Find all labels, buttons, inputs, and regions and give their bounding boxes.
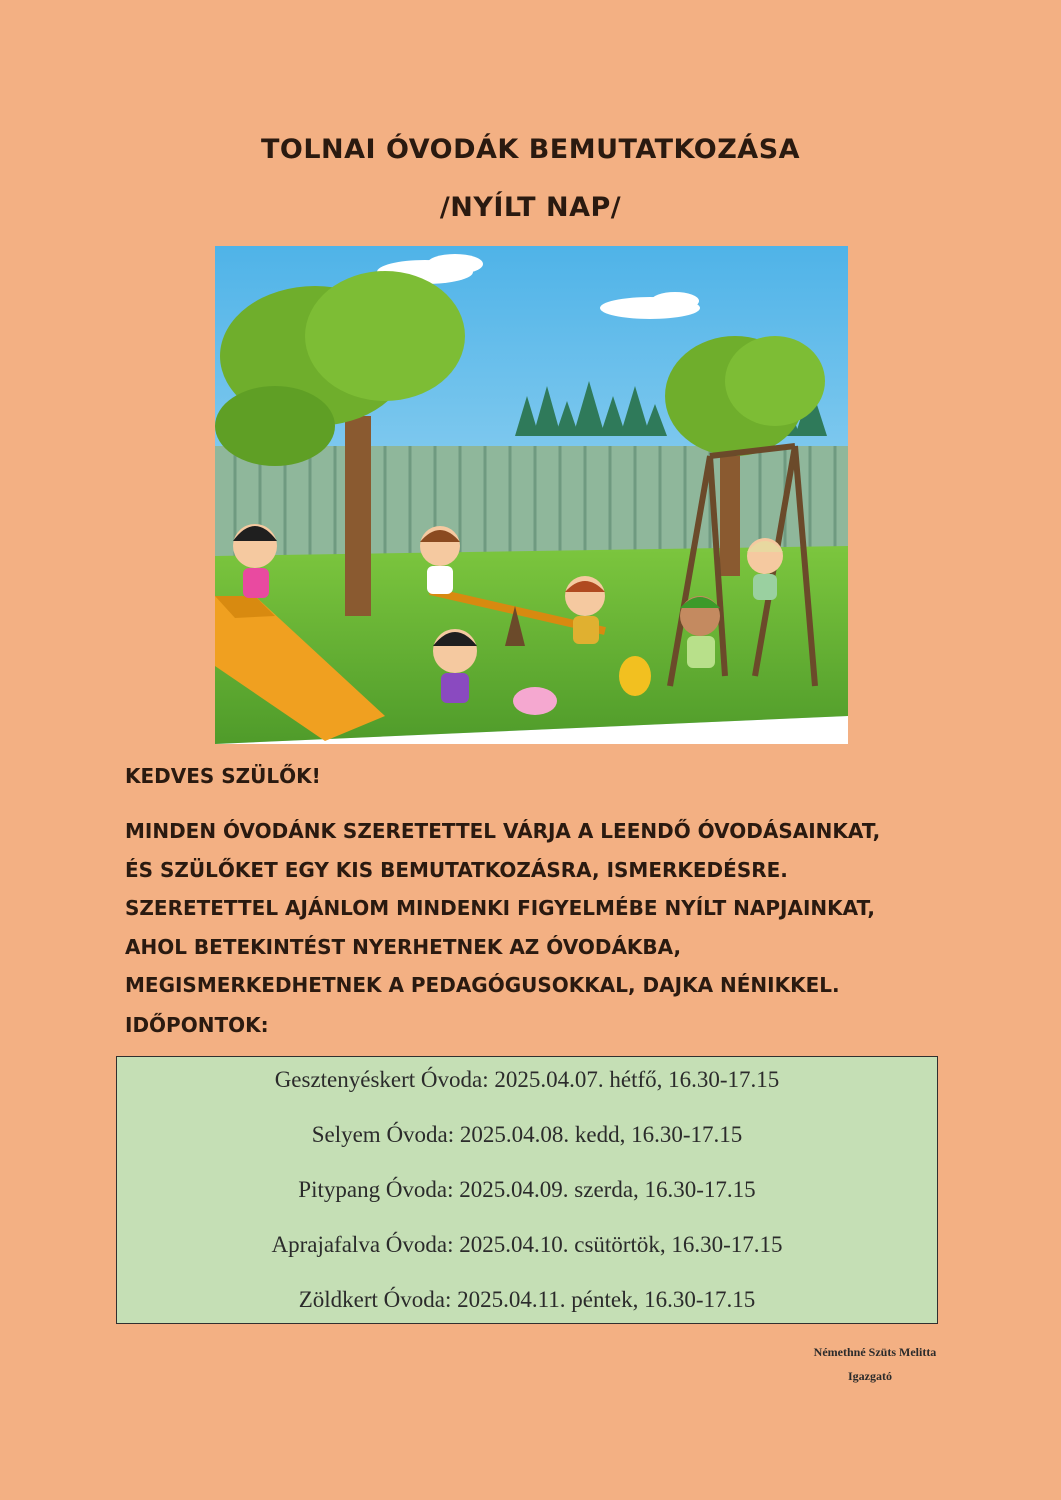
letter-line: AHOL BETEKINTÉST NYERHETNEK AZ ÓVODÁKBA, (125, 934, 682, 959)
schedule-row: Selyem Óvoda: 2025.04.08. kedd, 16.30-17.15 (311, 1122, 743, 1147)
schedule-row: Zöldkert Óvoda: 2025.04.11. péntek, 16.30-17.15 (298, 1287, 756, 1312)
dates-heading: IDŐPONTOK: (125, 1013, 269, 1037)
letter-line: SZERETETTEL AJÁNLOM MINDENKI FIGYELMÉBE NYÍLT NAPJAINKAT, (125, 896, 875, 920)
page-subtitle: /NYÍLT NAP/ (439, 192, 622, 223)
greeting: KEDVES SZÜLŐK! (125, 764, 321, 788)
letter-line: ÉS SZÜLŐKET EGY KIS BEMUTATKOZÁSRA, ISMERKEDÉSRE. (125, 857, 788, 882)
letter-line: MEGISMERKEDHETNEK A PEDAGÓGUSOKKAL, DAJKA NÉNIKKEL. (125, 973, 840, 997)
letter-body (125, 812, 945, 1005)
signature-name: Némethné Szüts Melitta (813, 1345, 937, 1359)
schedule-row: Aprajafalva Óvoda: 2025.04.10. csütörtök, 16.30-17.15 (271, 1232, 783, 1257)
signature-role: Igazgató (848, 1369, 892, 1383)
playground-children-illustration (215, 246, 848, 744)
schedule-box (116, 1056, 938, 1324)
schedule-row: Pitypang Óvoda: 2025.04.09. szerda, 16.30-17.15 (298, 1177, 756, 1202)
letter-line: MINDEN ÓVODÁNK SZERETETTEL VÁRJA A LEENDŐ ÓVODÁSAINKAT, (125, 819, 881, 843)
page-title: TOLNAI ÓVODÁK BEMUTATKOZÁSA (260, 134, 801, 165)
schedule-row: Gesztenyéskert Óvoda: 2025.04.07. hétfő, 16.30-17.15 (274, 1067, 780, 1092)
